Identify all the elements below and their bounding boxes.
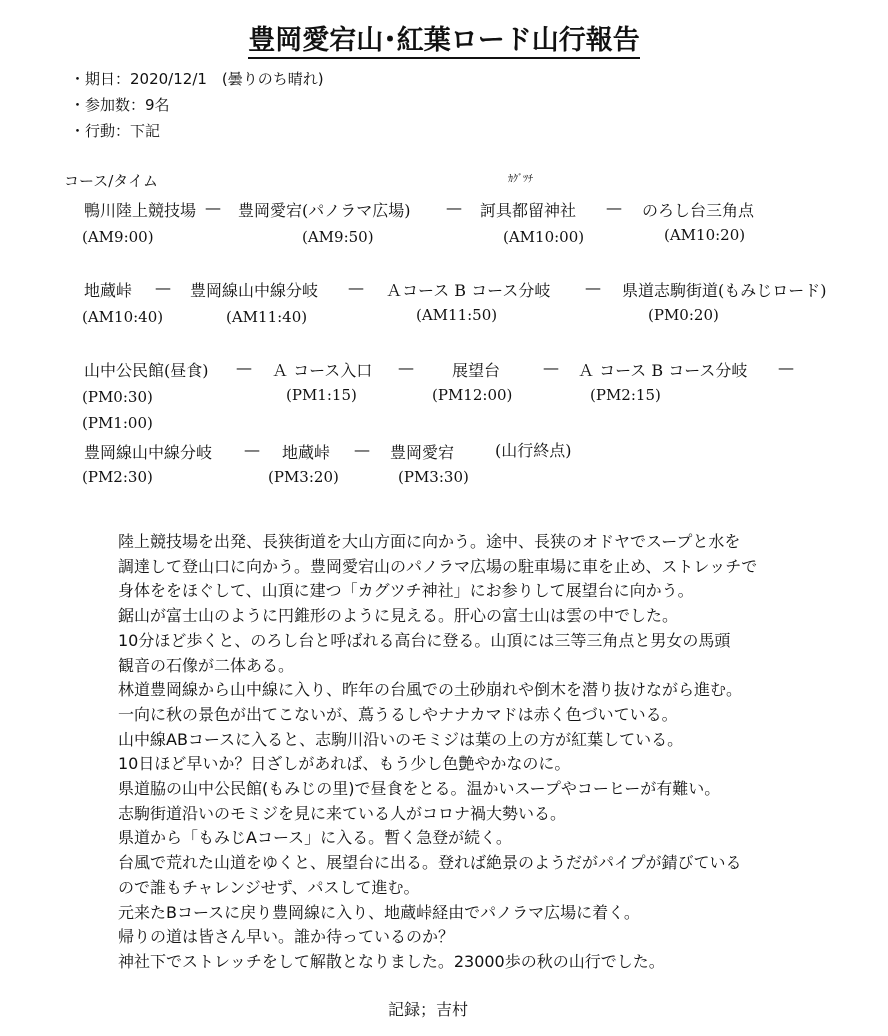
- route-point: 豊岡愛宕: [390, 443, 455, 462]
- route-point: 展望台: [452, 361, 501, 380]
- route-point: Ａ コース入口: [272, 361, 373, 380]
- report-line: 10分ほど歩くと、のろし台と呼ばれる高台に登る。山頂には三等三角点と男女の馬頭: [118, 630, 731, 650]
- route-time: (PM1:00): [82, 414, 153, 432]
- route-dash: —: [398, 358, 414, 377]
- route-dash: —: [585, 278, 601, 297]
- route-time: (AM10:20): [664, 226, 746, 244]
- page-title: [0, 18, 888, 57]
- report-line: 志駒街道沿いのモミジを見に来ている人がコロナ禍大勢いる。: [118, 803, 567, 823]
- route-dash: —: [446, 198, 462, 217]
- route-point: 豊岡愛宕(パノラマ広場): [238, 201, 411, 220]
- route-time: (PM2:15): [590, 386, 661, 404]
- route-time: (PM3:20): [268, 468, 339, 486]
- route-point: のろし台三角点: [642, 201, 755, 220]
- route-time: (PM0:20): [648, 306, 719, 324]
- recorder-signature: 記録；吉村: [388, 1000, 469, 1019]
- route-point: 訶具都留神社: [480, 201, 577, 220]
- report-line: 10日ほど早いか？日ざしがあれば、もう少し色艶やかなのに。: [118, 754, 571, 774]
- report-line: 陸上競技場を出発、長狭街道を大山方面に向かう。途中、長狭のオドヤでスープと水を: [118, 532, 741, 551]
- route-point: 地蔵峠: [282, 443, 331, 462]
- route-endpoint-note: (山行終点): [495, 441, 572, 460]
- route-time: (PM2:30): [82, 468, 153, 486]
- report-body: [118, 530, 838, 975]
- activity-line: ・行動：下記: [70, 122, 161, 140]
- route-time: (AM9:50): [302, 228, 374, 246]
- report-line: ので誰もチャレンジせず、パスして進む。: [118, 877, 420, 897]
- participants-line: ・参加数：9名: [70, 96, 170, 114]
- route-point: 県道志駒街道(もみじロード): [622, 281, 827, 300]
- report-line: 神社下でストレッチをして解散となりました。23000歩の秋の山行でした。: [118, 951, 665, 971]
- report-line: 鋸山が富士山のように円錐形のように見える。肝心の富士山は雲の中でした。: [118, 606, 679, 626]
- route-time: (AM10:40): [82, 308, 164, 326]
- report-line: 調達して登山口に向かう。豊岡愛宕山のパノラマ広場の駐車場に車を止め、ストレッチで: [118, 556, 758, 576]
- report-line: 県道脇の山中公民館(もみじの里)で昼食をとる。温かいスープやコーヒーが有難い。: [118, 779, 721, 799]
- route-point: Ａ コース B コース分岐: [578, 361, 748, 380]
- title-text: 豊岡愛宕山･紅葉ロード山行報告: [248, 25, 640, 59]
- report-line: 山中線ABコースに入ると、志駒川沿いのモミジは葉の上の方が紅葉している。: [118, 729, 684, 749]
- route-point: 鴨川陸上競技場: [84, 201, 197, 220]
- report-line: 一向に秋の景色が出てこないが、蔦うるしやナナカマドは赤く色づいている。: [118, 704, 678, 724]
- report-line: 元来たBコースに戻り豊岡線に入り、地蔵峠経由でパノラマ広場に着く。: [118, 902, 640, 922]
- date-line: ・期日：2020/12/1 (曇りのち晴れ): [70, 70, 324, 88]
- route-dash: —: [543, 358, 559, 377]
- route-time: (PM0:30): [82, 388, 153, 406]
- course-label: コース/タイム: [64, 172, 159, 190]
- route-dash: —: [205, 198, 221, 217]
- report-line: 観音の石像が二体ある。: [118, 655, 295, 675]
- route-point: Ａコース B コース分岐: [386, 281, 551, 300]
- route-dash: —: [244, 440, 260, 459]
- route-time: (AM10:00): [503, 228, 585, 246]
- route-time: (AM11:50): [416, 306, 498, 324]
- route-dash: —: [606, 198, 622, 217]
- report-line: 台風で荒れた山道をゆくと、展望台に出る。登れば絶景のようだがパイプが錆びている: [118, 853, 742, 873]
- route-point: 豊岡線山中線分岐: [84, 443, 213, 462]
- route-point: 豊岡線山中線分岐: [190, 281, 319, 300]
- route-time: (AM9:00): [82, 228, 154, 246]
- report-line: 県道から「もみじAコース」に入る。暫く急登が続く。: [118, 828, 512, 848]
- route-dash: —: [348, 278, 364, 297]
- furigana-kagutsuchi: ｶｸﾞﾂﾁ: [508, 174, 533, 185]
- route-dash: —: [155, 278, 171, 297]
- route-dash: —: [236, 358, 252, 377]
- route-point: 地蔵峠: [84, 281, 133, 300]
- report-line: 帰りの道は皆さん早い。誰か待っているのか？: [118, 927, 455, 947]
- route-time: (PM3:30): [398, 468, 469, 486]
- report-line: 身体ををほぐして、山頂に建つ「カグツチ神社」にお参りして展望台に向かう。: [118, 581, 694, 601]
- route-time: (PM12:00): [432, 386, 513, 404]
- route-point: 山中公民館(昼食): [84, 361, 209, 380]
- route-dash: —: [354, 440, 370, 459]
- report-line: 林道豊岡線から山中線に入り、昨年の台風での土砂崩れや倒木を潜り抜けながら進む。: [118, 680, 743, 700]
- route-dash: —: [778, 358, 794, 377]
- route-time: (PM1:15): [286, 386, 357, 404]
- route-time: (AM11:40): [226, 308, 308, 326]
